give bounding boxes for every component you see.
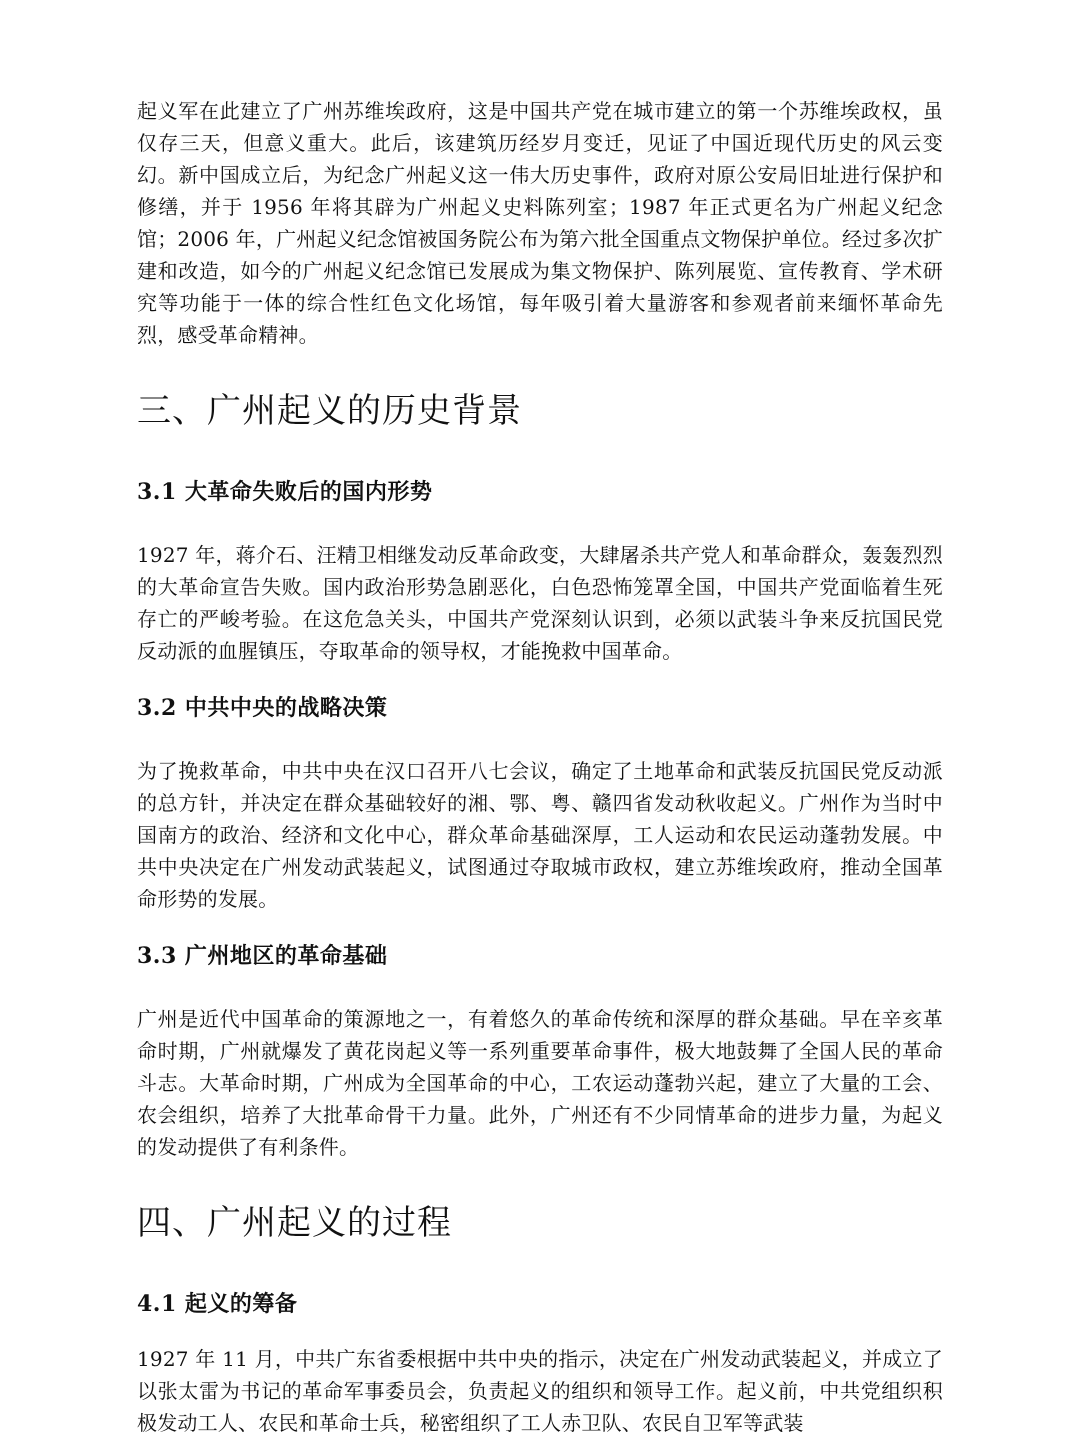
subsection-3-2-paragraph: 为了挽救革命，中共中央在汉口召开八七会议，确定了土地革命和武装反抗国民党反动派的总方针，并决定在群众基础较好的湘、鄂、粤、赣四省发动秋收起义。广州作为当时中国南方的政治、经济和文化中心，群众革命基础深厚，工人运动和农民运动蓬勃发展。中共中央决定在广州发动武装起义，试图通过夺取城市政权，建立苏维埃政府，推动全国革命形势的发展。 <box>137 759 943 911</box>
section-3-heading: 三、广州起义的历史背景 <box>137 391 522 431</box>
subsection-4-1-paragraph: 1927 年 11 月，中共广东省委根据中共中央的指示，决定在广州发动武装起义，并成立了以张太雷为书记的革命军事委员会，负责起义的组织和领导工作。起义前，中共党组织积极发动工人、农民和革命士兵，秘密组织了工人赤卫队、农民自卫军等武装 <box>137 1347 943 1435</box>
subsection-3-1-heading: 3.1 大革命失败后的国内形势 <box>137 479 433 505</box>
section-4-heading: 四、广州起义的过程 <box>137 1203 452 1243</box>
subsection-3-1-paragraph: 1927 年，蒋介石、汪精卫相继发动反革命政变，大肆屠杀共产党人和革命群众，轰轰烈烈的大革命宣告失败。国内政治形势急剧恶化，白色恐怖笼罩全国，中国共产党面临着生死存亡的严峻考验。在这危急关头，中国共产党深刻认识到，必须以武装斗争来反抗国民党反动派的血腥镇压，夺取革命的领导权，才能挽救中国革命。 <box>137 543 943 663</box>
intro-continuation-paragraph: 起义军在此建立了广州苏维埃政府，这是中国共产党在城市建立的第一个苏维埃政权，虽仅存三天，但意义重大。此后，该建筑历经岁月变迁，见证了中国近现代历史的风云变幻。新中国成立后，为纪念广州起义这一伟大历史事件，政府对原公安局旧址进行保护和修缮，并于 1956 年将其辟为广州起义史料陈列室；1987 年正式更名为广州起义纪念馆；2006 年，广州起义纪念馆被国务院公布为第六批全国重点文物保护单位。经过多次扩建和改造，如今的广州起义纪念馆已发展成为集文物保护、陈列展览、宣传教育、学术研究等功能于一体的综合性红色文化场馆，每年吸引着大量游客和参观者前来缅怀革命先烈，感受革命精神。 <box>137 99 943 347</box>
subsection-3-3-paragraph: 广州是近代中国革命的策源地之一，有着悠久的革命传统和深厚的群众基础。早在辛亥革命时期，广州就爆发了黄花岗起义等一系列重要革命事件，极大地鼓舞了全国人民的革命斗志。大革命时期，广州成为全国革命的中心，工农运动蓬勃兴起，建立了大量的工会、农会组织，培养了大批革命骨干力量。此外，广州还有不少同情革命的进步力量，为起义的发动提供了有利条件。 <box>137 1007 943 1159</box>
document-page <box>137 95 943 1439</box>
subsection-3-3-heading: 3.3 广州地区的革命基础 <box>137 943 388 969</box>
subsection-3-2-heading: 3.2 中共中央的战略决策 <box>137 695 388 721</box>
subsection-4-1-heading: 4.1 起义的筹备 <box>137 1291 298 1317</box>
